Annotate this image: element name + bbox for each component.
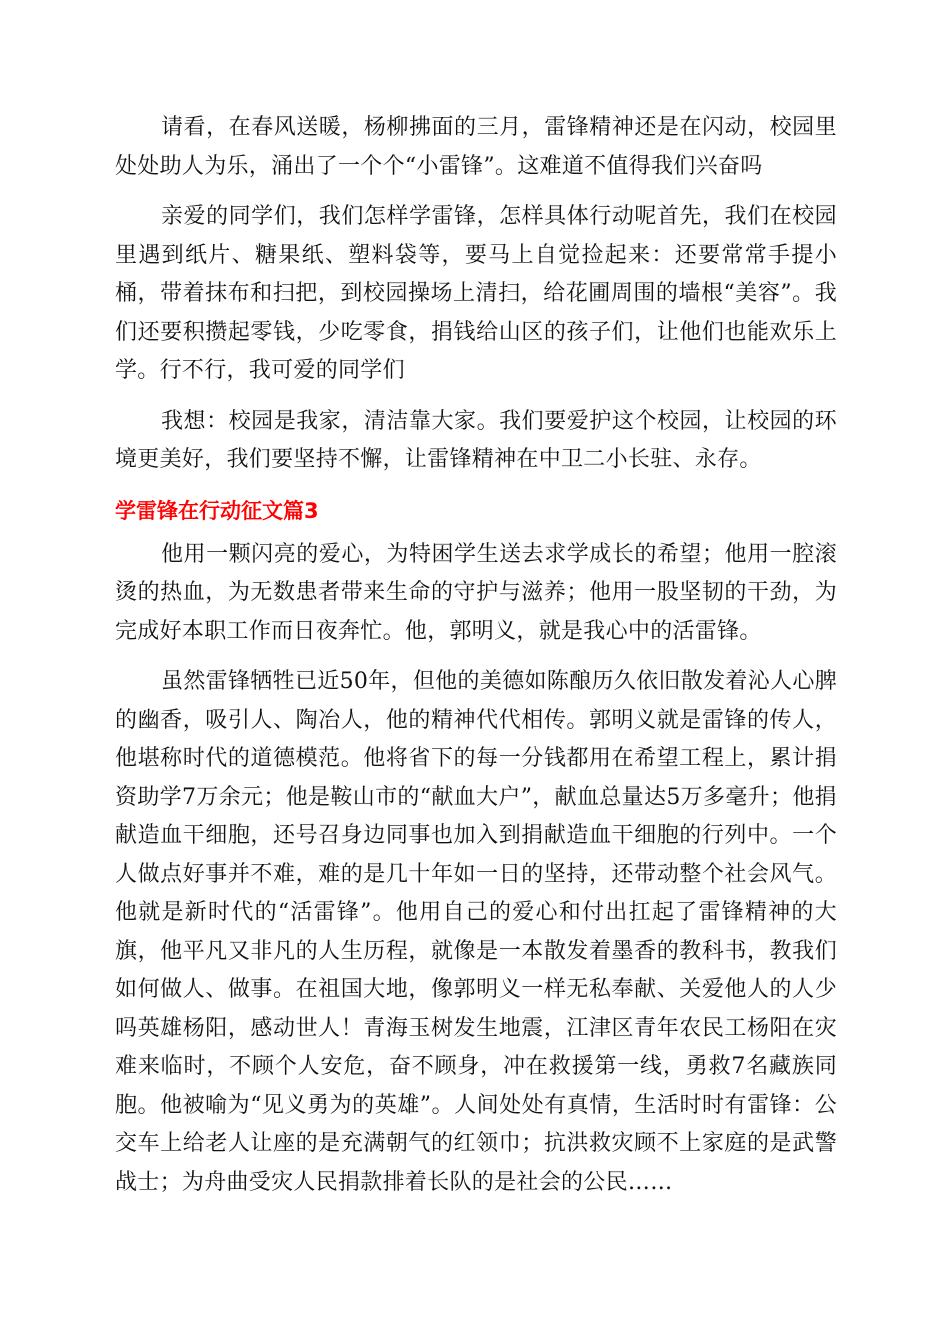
document-page: [115, 109, 837, 1202]
section-heading: 学雷锋在行动征文篇3: [115, 498, 319, 523]
paragraph-guo-mingyi: 他用一颗闪亮的爱心，为特困学生送去求学成长的希望；他用一腔滚烫的热血，为无数患者带来生命的守护与滋养；他用一股坚韧的干劲，为完成好本职工作而日夜奔忙。他，郭明义，就是我心中的活雷锋。: [115, 541, 837, 644]
paragraph-how-to-learn: 亲爱的同学们，我们怎样学雷锋，怎样具体行动呢首先，我们在校园里遇到纸片、糖果纸、塑料袋等，要马上自觉捡起来：还要常常手提小桶，带着抹布和扫把，到校园操场上清扫，给花圃周围的墙根“美容”。我们还要积攒起零钱，少吃零食，捐钱给山区的孩子们，让他们也能欢乐上学。行不行，我可爱的同学们: [115, 204, 837, 383]
paragraph-spring-campus: 请看，在春风送暖，杨柳拂面的三月，雷锋精神还是在闪动，校园里处处助人为乐，涌出了一个个“小雷锋”。这难道不值得我们兴奋吗: [115, 115, 837, 179]
paragraph-lei-feng-legacy: 虽然雷锋牺牲已近50年，但他的美德如陈酿历久依旧散发着沁人心脾的幽香，吸引人、陶冶人，他的精神代代相传。郭明义就是雷锋的传人，他堪称时代的道德模范。他将省下的每一分钱都用在希望工程上，累计捐资助学7万余元；他是鞍山市的“献血大户”，献血总量达5万多毫升；他捐献造血干细胞，还号召身边同事也加入到捐献造血干细胞的行列中。一个人做点好事并不难，难的是几十年如一日的坚持，还带动整个社会风气。他就是新时代的“活雷锋”。他用自己的爱心和付出扛起了雷锋精神的大旗，他平凡又非凡的人生历程，就像是一本散发着墨香的教科书，教我们如何做人、做事。在祖国大地，像郭明义一样无私奉献、关爱他人的人少吗英雄杨阳，感动世人！青海玉树发生地震，江津区青年农民工杨阳在灾难来临时，不顾个人安危，奋不顾身，冲在救援第一线，勇救7名藏族同胞。他被喻为“见义勇为的英雄”。人间处处有真情，生活时时有雷锋：公交车上给老人让座的是充满朝气的红领巾；抗洪救灾顾不上家庭的是武警战士；为舟曲受灾人民捐款排着长队的是社会的公民……: [115, 669, 837, 1195]
paragraph-campus-home: 我想：校园是我家，清洁靠大家。我们要爱护这个校园，让校园的环境更美好，我们要坚持不懈，让雷锋精神在中卫二小长驻、永存。: [115, 408, 837, 472]
